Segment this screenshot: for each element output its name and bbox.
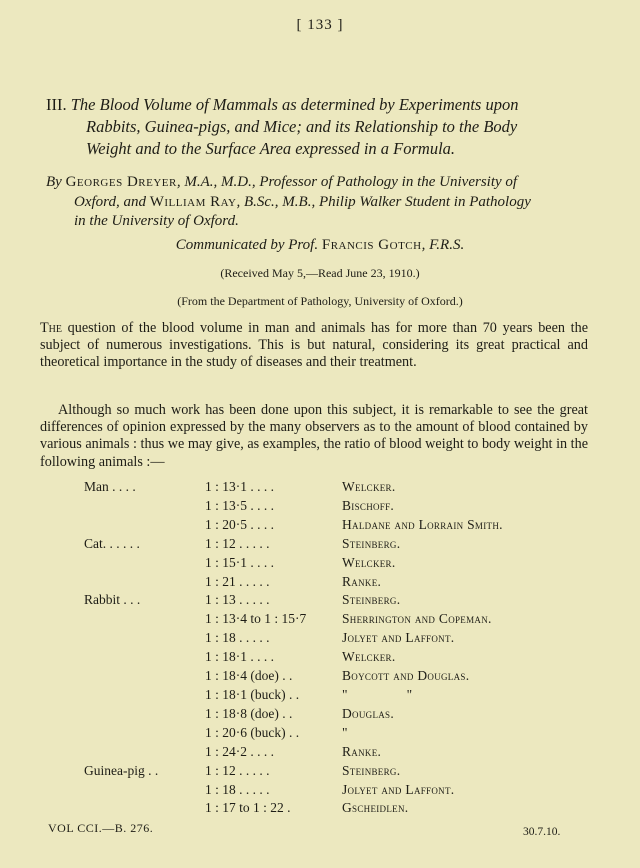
ratio-cell: 1 : 18 . . . . . [205,630,270,646]
ratio-cell: 1 : 18·1 . . . . [205,649,274,665]
ratio-cell: 1 : 21 . . . . . [205,573,270,589]
ratio-row [84,705,503,724]
communicator-name: Francis Gotch [321,237,422,253]
ratio-row [84,799,503,818]
animal-cell [84,781,205,800]
observer-cell: Steinberg. [342,762,401,778]
ratio-cell: 1 : 12 . . . . . [205,535,270,551]
blood-ratio-table [84,478,503,818]
byline-line-1 [46,173,591,193]
animal-cell [84,724,205,743]
observer-cell: Jolyet and Laffont. [342,630,455,646]
animal-cell [84,705,205,724]
ratio-row [84,591,503,610]
department-note: (From the Department of Pathology, University of Oxford.) [177,294,463,308]
ratio-cell: 1 : 18·4 (doe) . . [205,668,293,684]
paragraph-1 [40,320,588,372]
author-1-desc-b: Oxford, and [74,193,146,210]
animal-cell [84,554,205,573]
page-number: [ 133 ] [296,17,344,33]
author-1-desc-a: , M.A., M.D., Professor of Pathology in the University of [176,174,518,190]
paragraph-2: Although so much work has been done upon this subject, it is remarkable to see the great differences of opinion expressed by the many observers as to the amount of blood contained by various animals : thus we may give, as examples, the ratio of blood weight to body weight in the following animals :— [40,402,588,470]
ratio-row [84,554,503,573]
title-line-3: Weight and to the Surface Area expressed in a Formula. [86,139,456,158]
animal-cell: Guinea-pig . . [84,762,159,778]
ratio-row [84,478,503,497]
byline-line-3: in the University of Oxford. [74,213,239,229]
ratio-row [84,667,503,686]
ratio-row [84,743,503,762]
ratio-row [84,535,503,554]
ratio-cell: 1 : 17 to 1 : 22 . [205,800,291,816]
observer-cell: Jolyet and Laffont. [342,781,455,797]
animal-cell [84,573,205,592]
communicated-by [0,237,640,254]
observer-cell: " [342,724,348,740]
ratio-row [84,762,503,781]
communicated-suffix: , F.R.S. [421,237,465,253]
ratio-cell: 1 : 15·1 . . . . [205,554,274,570]
ratio-cell: 1 : 13·4 to 1 : 15·7 [205,611,307,627]
ratio-cell: 1 : 18·1 (buck) . . [205,686,300,702]
ratio-cell: 1 : 24·2 . . . . [205,743,274,759]
animal-cell [84,743,205,762]
date-footer: 30.7.10. [523,826,561,838]
animal-cell [84,648,205,667]
ratio-row [84,648,503,667]
ratio-cell: 1 : 13 . . . . . [205,592,270,608]
ratio-row [84,610,503,629]
title-line-1: The Blood Volume of Mammals as determined by Experiments upon [70,95,519,114]
observer-cell: Sherrington and Copeman. [342,611,492,627]
paragraph-1-first-word: The [40,320,62,336]
ratio-row [84,629,503,648]
observer-cell: Ranke. [342,743,382,759]
byline [46,173,591,232]
animal-cell [84,497,205,516]
animal-cell [84,686,205,705]
animal-cell [84,629,205,648]
section-numeral: III. [46,95,67,114]
observer-cell: Bischoff. [342,497,395,513]
ratio-row [84,781,503,800]
animal-cell: Rabbit . . . [84,592,141,608]
observer-cell: Steinberg. [342,592,401,608]
communicated-prefix: Communicated by Prof. [175,237,319,253]
volume-footer: VOL CCI.—B. 276. [48,821,154,835]
ratio-cell: 1 : 18 . . . . . [205,781,270,797]
ratio-row [84,497,503,516]
title-line-2: Rabbits, Guinea-pigs, and Mice; and its Relationship to the Body [86,117,518,136]
observer-cell: Ranke. [342,573,382,589]
observer-cell: Haldane and Lorrain Smith. [342,516,503,532]
ratio-cell: 1 : 20·5 . . . . [205,516,274,532]
animal-cell: Man . . . . [84,479,136,494]
ratio-row [84,573,503,592]
author-2-name: William Ray [149,193,237,210]
observer-cell: Gscheidlen. [342,800,409,816]
observer-cell: Welcker. [342,479,396,494]
ratio-row [84,686,503,705]
animal-cell [84,799,205,818]
received-date: (Received May 5,—Read June 23, 1910.) [220,266,420,280]
ratio-cell: 1 : 20·6 (buck) . . [205,724,300,740]
ratio-cell: 1 : 18·8 (doe) . . [205,705,293,721]
observer-cell: Welcker. [342,554,396,570]
author-2-desc-a: , B.Sc., M.B., Philip Walker Student in Pathology [236,193,531,210]
observer-cell: Steinberg. [342,535,401,551]
ratio-row [84,724,503,743]
observer-cell: Douglas. [342,705,395,721]
paragraph-1-text: question of the blood volume in man and animals has for more than 70 years been the subject of numerous investigations. This is but natural, considering its great practical and theoretical importance in the study of diseases and their treatment. [40,320,588,371]
article-title [46,94,591,160]
observer-cell: " " [342,686,413,702]
byline-by: By [46,174,62,190]
animal-cell [84,516,205,535]
ratio-cell: 1 : 13·5 . . . . [205,497,274,513]
animal-cell: Cat. . . . . . [84,535,140,551]
author-1-name: Georges Dreyer [65,174,177,190]
observer-cell: Boycott and Douglas. [342,668,470,684]
observer-cell: Welcker. [342,649,396,665]
animal-cell [84,667,205,686]
byline-line-2 [46,193,591,213]
ratio-cell: 1 : 12 . . . . . [205,762,270,778]
ratio-row [84,516,503,535]
ratio-cell: 1 : 13·1 . . . . [205,479,274,494]
animal-cell [84,610,205,629]
